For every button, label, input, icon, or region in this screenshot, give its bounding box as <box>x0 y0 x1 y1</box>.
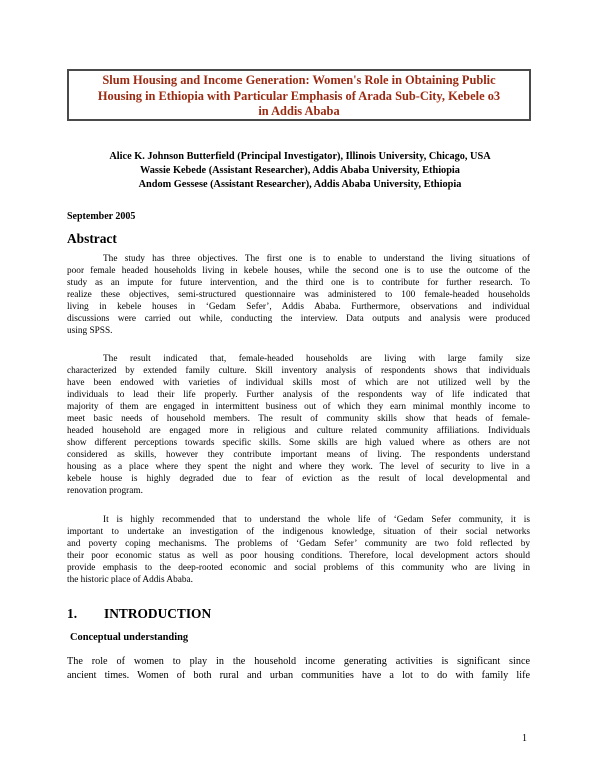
page-number: 1 <box>522 733 527 744</box>
section-heading-introduction <box>67 606 211 622</box>
text-line: the historic place of Addis Ababa. <box>67 575 193 585</box>
author-line: Andom Gessese (Assistant Researcher), Addis Ababa University, Ethiopia <box>138 179 462 190</box>
author-list <box>60 150 540 192</box>
text-line: majority of them are engaged in intermittent business out of which they earn minimal monthly income to <box>67 402 530 412</box>
subsection-heading: Conceptual understanding <box>70 632 189 643</box>
text-line: provide emphasis to the deep-rooted economic and social problems of this community who are living in <box>67 563 530 573</box>
text-line: discussions were carried out while, conducting the interview. Data outputs and analysis were produced <box>67 314 530 324</box>
text-line: poor female headed households living in kebele houses, while the second one is to use the outcome of the <box>67 266 530 276</box>
text-line: realize these objectives, semi-structured questionnaire was administered to 100 female-headed households <box>67 290 530 300</box>
text-line: The result indicated that, female-headed households are living with large family size <box>103 354 530 364</box>
text-line: kebele house is highly degraded due to fear of eviction as the result of local developmental and <box>67 474 530 484</box>
paper-title-line: Slum Housing and Income Generation: Women's Role in Obtaining Public <box>102 73 496 87</box>
text-line: considered as skills, however they contribute important means of living. The respondents understand <box>67 450 530 460</box>
text-line: meet basic needs of household members. The result of community skills show that heads of female- <box>67 414 530 424</box>
text-line: headed household are engaged more in religious and culture related community affiliations. Individuals <box>67 426 530 436</box>
abstract-heading: Abstract <box>67 231 117 246</box>
author-line: Wassie Kebede (Assistant Researcher), Addis Ababa University, Ethiopia <box>140 165 460 176</box>
paper-title-line: Housing in Ethiopia with Particular Emphasis of Arada Sub-City, Kebele o3 <box>97 88 501 103</box>
text-line: have been endowed with varieties of individual skills most of which are not utilized well by the <box>67 378 530 388</box>
paper-title-line: in Addis Ababa <box>258 104 340 118</box>
abstract-paragraph-3 <box>67 514 530 586</box>
text-line: renovation program. <box>67 486 143 496</box>
text-line: The study has three objectives. The first one is to enable to understand the living situations of <box>103 254 530 264</box>
section-number: 1. <box>67 606 78 621</box>
section-title: INTRODUCTION <box>104 606 212 621</box>
publication-date: September 2005 <box>67 211 136 222</box>
text-line: individuals to lead their life properly. Further analysis of the respondents way of life indicated that <box>67 390 530 400</box>
text-line: living in kebele houses in ‘Gedam Sefer’, Addis Ababa. Furthermore, observations and individual <box>67 302 530 312</box>
author-line: Alice K. Johnson Butterfield (Principal Investigator), Illinois University, Chicago, USA <box>109 151 491 162</box>
text-line: ancient times. Women of both rural and urban communities have a lot to do with family life <box>67 669 530 681</box>
text-line: The role of women to play in the household income generating activities is significant since <box>67 656 530 667</box>
text-line: and poverty coping mechanisms. The problems of ‘Gedam Sefer’ community are two fold reflected by <box>67 539 530 549</box>
text-line: their poor economic status as well as poor housing conditions. Therefore, local development actors should <box>67 551 530 561</box>
text-line: housing as a place where they spent the night and where they work. The level of security to live in a <box>67 462 530 472</box>
introduction-body <box>67 655 530 682</box>
text-line: show different perceptions towards specific skills. Some skills are high valued where as others are not <box>67 438 530 448</box>
text-line: It is highly recommended that to understand the whole life of ‘Gedam Sefer community, it is <box>103 515 530 525</box>
paper-title-box <box>67 69 531 121</box>
abstract-paragraph-2 <box>67 353 530 497</box>
text-line: study as an impute for future intervention, and the third one is to contribute for further research. To <box>67 278 530 288</box>
text-line: characterized by extended family culture. Skill inventory analysis of respondents shows that individuals <box>67 366 530 376</box>
text-line: using SPSS. <box>67 326 113 336</box>
text-line: important to undertake an investigation of the indigenous knowledge, situation of their social networks <box>67 527 530 537</box>
abstract-paragraph-1 <box>67 253 530 337</box>
